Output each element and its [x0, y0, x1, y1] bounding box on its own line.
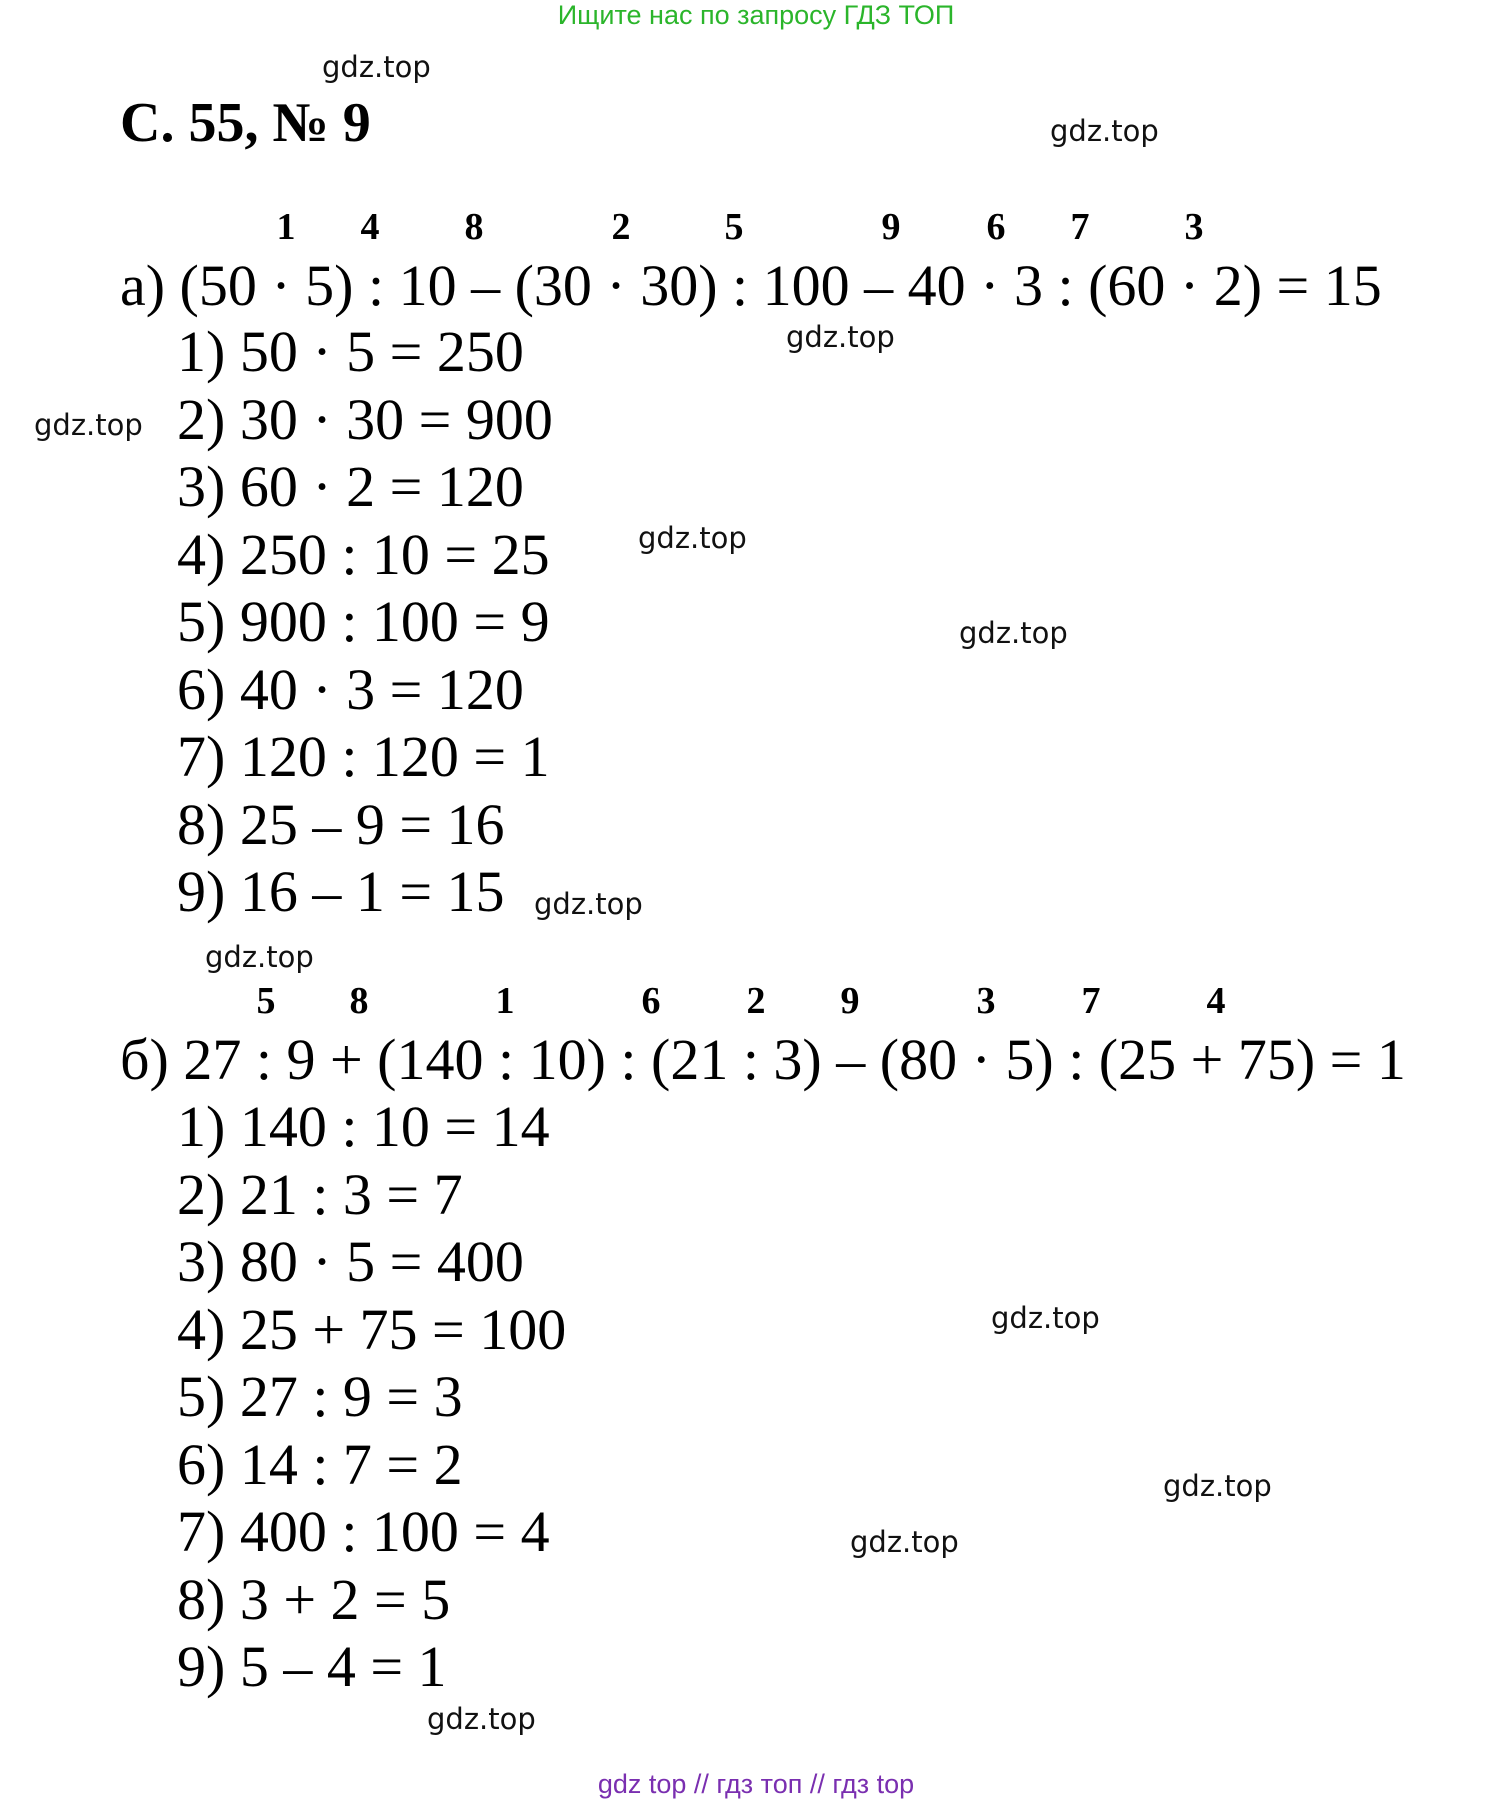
order-number: 4: [360, 206, 380, 248]
order-number: 5: [724, 206, 744, 248]
order-number: 8: [349, 980, 369, 1022]
step-line: 1) 50 · 5 = 250: [177, 319, 524, 384]
order-number: 2: [611, 206, 631, 248]
search-banner: Ищите нас по запросу ГДЗ ТОП: [557, 0, 955, 30]
order-number: 7: [1081, 980, 1101, 1022]
step-line: 5) 27 : 9 = 3: [177, 1364, 463, 1429]
watermark: gdz.top: [850, 1525, 959, 1559]
step-line: 4) 25 + 75 = 100: [177, 1296, 567, 1362]
order-number: 7: [1070, 206, 1090, 248]
watermark: gdz.top: [786, 320, 895, 354]
watermark: gdz.top: [427, 1702, 536, 1736]
watermark: gdz.top: [34, 408, 143, 442]
watermark: gdz.top: [959, 616, 1068, 650]
step-line: 9) 16 – 1 = 15: [177, 859, 505, 924]
step-line: 9) 5 – 4 = 1: [177, 1634, 447, 1699]
watermark: gdz.top: [991, 1301, 1100, 1335]
order-number: 2: [746, 980, 766, 1022]
steps-list-a: [177, 318, 553, 926]
expression-a: а) (50 · 5) : 10 – (30 · 30) : 100 – 40 · 3 : (60 · 2) = 15: [120, 253, 1382, 318]
order-number: 8: [464, 206, 484, 248]
step-line: 5) 900 : 100 = 9: [177, 589, 550, 654]
watermark: gdz.top: [322, 50, 431, 84]
step-line: 7) 120 : 120 = 1: [177, 724, 550, 789]
order-number: 3: [1184, 206, 1204, 248]
order-number: 1: [495, 980, 515, 1022]
step-line: 2) 21 : 3 = 7: [177, 1161, 463, 1227]
step-line: 3) 60 · 2 = 120: [177, 454, 524, 519]
order-number: 1: [276, 206, 296, 248]
order-number: 5: [256, 980, 276, 1022]
order-number: 3: [976, 980, 996, 1022]
expression-b: б) 27 : 9 + (140 : 10) : (21 : 3) – (80 · 5) : (25 + 75) = 1: [120, 1027, 1406, 1092]
watermark: gdz.top: [205, 940, 314, 974]
watermark: gdz.top: [638, 521, 747, 555]
order-number: 9: [840, 980, 860, 1022]
step-line: 8) 25 – 9 = 16: [177, 791, 505, 857]
order-number: 9: [881, 206, 901, 248]
page-title: С. 55, № 9: [120, 92, 371, 154]
step-line: 7) 400 : 100 = 4: [177, 1499, 550, 1564]
step-line: 8) 3 + 2 = 5: [177, 1566, 451, 1632]
step-line: 2) 30 · 30 = 900: [177, 386, 553, 452]
watermark: gdz.top: [1163, 1469, 1272, 1503]
step-line: 3) 80 · 5 = 400: [177, 1229, 524, 1294]
order-number: 6: [986, 206, 1006, 248]
footer-links[interactable]: gdz top // гдз топ // гдз top: [597, 1769, 915, 1799]
steps-list-b: [177, 1093, 566, 1701]
order-number: 4: [1206, 980, 1226, 1022]
watermark: gdz.top: [1050, 114, 1159, 148]
step-line: 6) 14 : 7 = 2: [177, 1431, 463, 1497]
step-line: 4) 250 : 10 = 25: [177, 521, 550, 587]
step-line: 1) 140 : 10 = 14: [177, 1094, 550, 1159]
order-number: 6: [641, 980, 661, 1022]
step-line: 6) 40 · 3 = 120: [177, 656, 524, 722]
watermark: gdz.top: [534, 887, 643, 921]
